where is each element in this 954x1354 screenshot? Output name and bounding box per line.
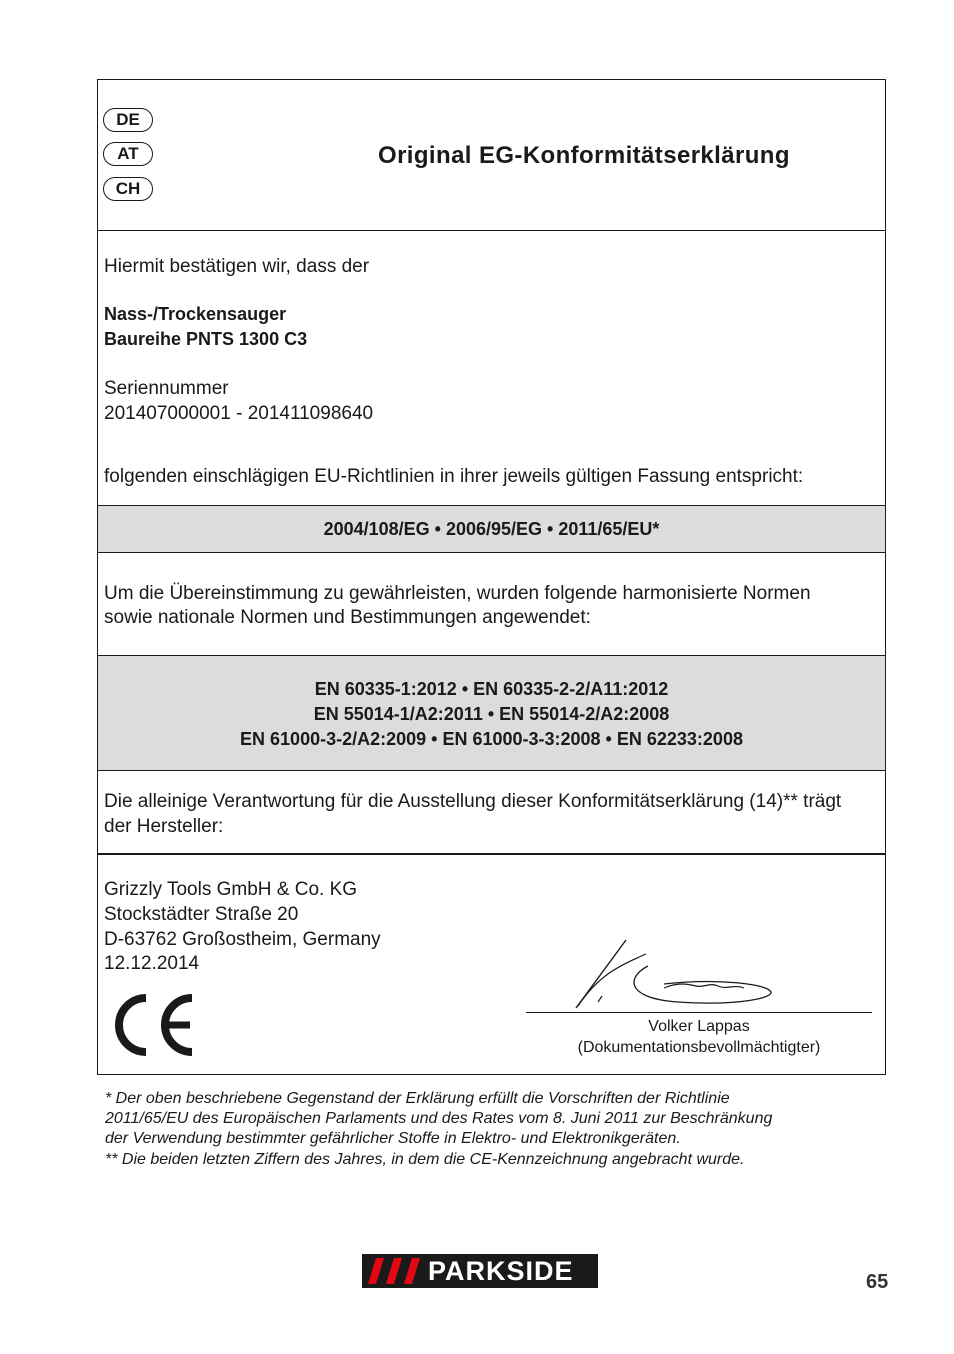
directives-list: 2004/108/EG • 2006/95/EG • 2011/65/EU*: [323, 519, 660, 539]
manufacturer-city: D-63762 Großostheim, Germany: [104, 929, 381, 950]
signature-icon: [568, 936, 818, 1012]
brand-name: PARKSIDE: [428, 1256, 574, 1286]
responsibility-line1: Die alleinige Verantwortung für die Ausstellung dieser Konformitätserklärung (14)** trägt: [104, 791, 842, 812]
signatory-name: Volker Lappas: [648, 1018, 750, 1035]
country-badge-de: DE: [103, 108, 153, 132]
product-series: Baureihe PNTS 1300 C3: [104, 329, 308, 349]
declaration-frame: [97, 79, 886, 1075]
divider: [98, 853, 885, 855]
footnote-line: 2011/65/EU des Europäischen Parlaments und des Rates vom 8. Juni 2011 zur Beschränkung: [105, 1110, 773, 1127]
footnote-line: * Der oben beschriebene Gegenstand der Erklärung erfüllt die Vorschriften der Richtlinie: [105, 1090, 730, 1107]
norm-line: EN 55014-1/A2:2011 • EN 55014-2/A2:2008: [313, 704, 670, 724]
serial-range: 201407000001 - 201411098640: [104, 403, 374, 424]
intro-text: Hiermit bestätigen wir, dass der: [104, 256, 370, 277]
responsibility-line2: der Hersteller:: [104, 816, 224, 837]
declaration-date: 12.12.2014: [104, 953, 200, 974]
norms-intro-line1: Um die Übereinstimmung zu gewährleisten, wurden folgende harmonisierte Normen: [104, 583, 811, 604]
logo-stripes-icon: [368, 1258, 424, 1284]
country-badge-at: AT: [103, 142, 153, 166]
country-badge-ch: CH: [103, 177, 153, 201]
ce-mark-icon: [112, 992, 198, 1058]
product-name: Nass-/Trockensauger: [104, 304, 287, 324]
footnote-line: ** Die beiden letzten Ziffern des Jahres, in dem die CE-Kennzeichnung angebracht wurde.: [105, 1151, 745, 1168]
page-number: 65: [866, 1271, 889, 1293]
norms-band: [98, 655, 885, 771]
directives-band: [98, 505, 885, 553]
manufacturer-name: Grizzly Tools GmbH & Co. KG: [104, 879, 358, 900]
serial-label: Seriennummer: [104, 378, 229, 399]
directives-intro: folgenden einschlägigen EU-Richtlinien in ihrer jeweils gültigen Fassung entspricht:: [104, 466, 804, 487]
manufacturer-street: Stockstädter Straße 20: [104, 904, 299, 925]
signature-line: [526, 1012, 872, 1013]
signatory-role: (Dokumentationsbevollmächtigter): [577, 1039, 821, 1056]
norms-intro-line2: sowie nationale Normen und Bestimmungen angewendet:: [104, 607, 591, 628]
norm-line: EN 61000-3-2/A2:2009 • EN 61000-3-3:2008 • EN 62233:2008: [240, 729, 743, 749]
parkside-logo: [362, 1254, 598, 1288]
page-title: Original EG-Konformitätserklärung: [378, 142, 790, 169]
norm-line: EN 60335-1:2012 • EN 60335-2-2/A11:2012: [314, 679, 669, 699]
footnote-line: der Verwendung bestimmter gefährlicher Stoffe in Elektro- und Elektronikgeräten.: [105, 1130, 681, 1147]
divider: [98, 230, 885, 231]
